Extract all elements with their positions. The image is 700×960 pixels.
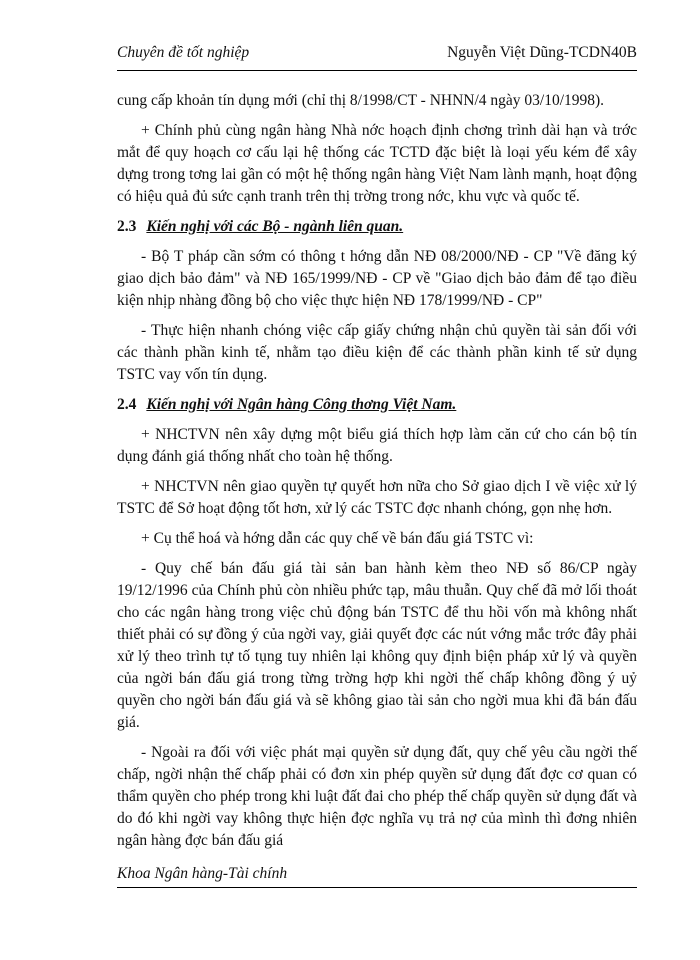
- section-number: 2.4: [117, 396, 137, 413]
- header-author: Nguyễn Việt Dũng-TCDN40B: [447, 44, 637, 61]
- section-title: Kiến nghị với Ngân hàng Công thơng Việt Nam.: [146, 396, 457, 413]
- section-heading-2-3: [117, 216, 637, 238]
- paragraph: - Thực hiện nhanh chóng việc cấp giấy chứng nhận chủ quyền tài sản đối với các thành phần kinh tế, nhằm tạo điều kiện để các thành phần kinh tế sử dụng TSTC vay vốn tín dụng.: [117, 322, 637, 383]
- paragraph: - Ngoài ra đối với việc phát mại quyền sử dụng đất, quy chế yêu cầu ngời thế chấp, ngời nhận thế chấp phải có đơn xin phép quyền sử dụng đất đợc cơ quan có thẩm quyền cho phép trong khi luật đất đai cho phép thế chấp quyền sử dụng đất và do đó khi ngời vay không thực hiện đợc nghĩa vụ trả nợ của mình thì đơng nhiên ngân hàng đợc bán đấu giá: [117, 744, 637, 849]
- section-number: 2.3: [117, 218, 137, 235]
- page-header: [117, 40, 637, 71]
- paragraph: + Cụ thể hoá và hớng dẫn các quy chế về bán đấu giá TSTC vì:: [141, 530, 534, 547]
- document-body: [117, 90, 637, 860]
- section-title: Kiến nghị với các Bộ - ngành liên quan.: [146, 218, 404, 235]
- paragraph: + Chính phủ cùng ngân hàng Nhà nớc hoạch định chơng trình dài hạn và trớc mắt để quy hoạch cơ cấu lại hệ thống các TCTD đặc biệt là loại yếu kém để xây dựng trong tơng lai gần có một hệ thống ngân hàng Việt Nam lành mạnh, hoạt động có hiệu quả đủ sức cạnh tranh trên thị trờng trong nớc, khu vực và quốc tế.: [117, 122, 637, 205]
- header-left-title: Chuyên đề tốt nghiệp: [117, 44, 250, 61]
- paragraph: + NHCTVN nên giao quyền tự quyết hơn nữa cho Sở giao dịch I về việc xử lý TSTC để Sở hoạt động tốt hơn, xử lý các TSTC đợc nhanh chóng, gọn nhẹ hơn.: [117, 478, 637, 517]
- paragraph: - Quy chế bán đấu giá tài sản ban hành kèm theo NĐ số 86/CP ngày 19/12/1996 của Chính phủ còn nhiều phức tạp, mâu thuẫn. Quy chế đã mở lối thoát cho các ngân hàng trong việc chủ động bán TSTC để thu hồi vốn mà không nhất thiết phải có sự đồng ý của ngời vay, giải quyết đợc các nút vớng mắc trớc đây phải xử lý theo trình tự tố tụng tuy nhiên lại không quy định biện pháp xử lý và quyền của ngời bán đấu giá trong từng trờng hợp khi ngời thế chấp không đồng ý uỷ quyền cho ngời bán đấu giá và sẽ không giao tài sản cho ngời mua khi đã bán đấu giá.: [117, 560, 637, 731]
- page-footer: [117, 865, 637, 888]
- footer-text: Khoa Ngân hàng-Tài chính: [117, 865, 288, 882]
- paragraph: - Bộ T pháp cần sớm có thông t hớng dẫn NĐ 08/2000/NĐ - CP "Về đăng ký giao dịch bảo đảm" và NĐ 165/1999/NĐ - CP về "Giao dịch bảo đảm để tạo điều kiện nhịp nhàng đồng bộ cho việc thực hiện NĐ 178/1999/NĐ - CP": [117, 248, 637, 309]
- section-heading-2-4: [117, 394, 637, 416]
- paragraph: cung cấp khoản tín dụng mới (chỉ thị 8/1998/CT - NHNN/4 ngày 03/10/1998).: [117, 92, 605, 109]
- paragraph: + NHCTVN nên xây dựng một biểu giá thích hợp làm căn cứ cho cán bộ tín dụng đánh giá thống nhất cho toàn hệ thống.: [117, 426, 637, 465]
